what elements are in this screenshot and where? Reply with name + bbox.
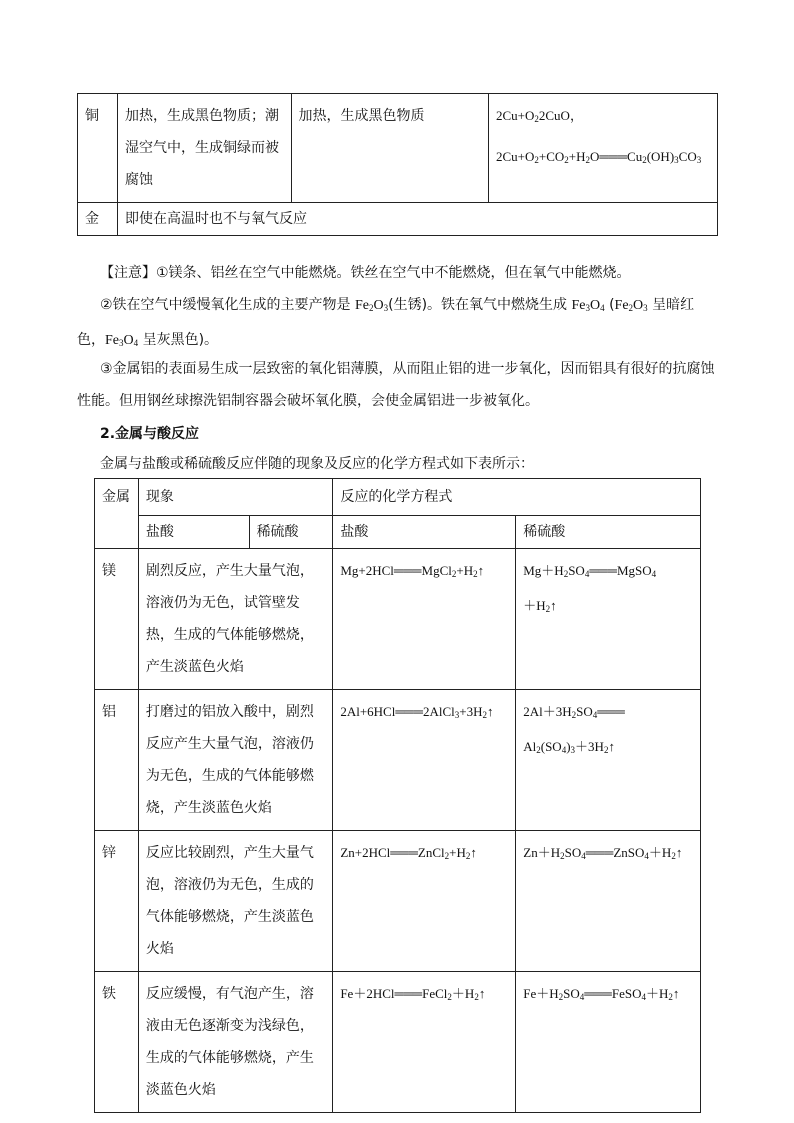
metal-cell: 锌 xyxy=(95,831,139,972)
heated-cell: 加热，生成黑色物质 xyxy=(291,94,488,203)
table-header-row xyxy=(95,479,701,516)
h2so4-equation-cell: $Zn+H_2SO_4═══ZnSO_4+H_2↑$ xyxy=(516,831,701,972)
metal-cell: 铁 xyxy=(95,972,139,1113)
metal-cell: 金 xyxy=(78,203,118,236)
metal-cell: 镁 xyxy=(95,549,139,690)
header-h2so4-eq: 稀硫酸 xyxy=(516,516,701,549)
equation-cell xyxy=(489,94,718,203)
table-header-row xyxy=(95,516,701,549)
phenomenon-cell: 打磨过的铝放入酸中，剧烈反应产生大量气泡，溶液仍为无色，生成的气体能够燃烧，产生淡蓝色火焰 xyxy=(138,690,332,831)
section-heading: 2.金属与酸反应 xyxy=(100,426,200,442)
header-h2so4: 稀硫酸 xyxy=(249,516,333,549)
note-line-2: ②铁在空气中缓慢氧化生成的主要产物是 $Fe_2O_3$(生锈)。铁在氧气中燃烧生成 $Fe_3O_4$ ($Fe_2O_3$ 呈暗红色，$Fe_3O_4$ 呈灰黑色)。 xyxy=(77,297,695,348)
table-row xyxy=(95,549,701,690)
h2so4-equation-cell: $Mg+H_2SO_4═══MgSO_4$ $+H_2↑$ xyxy=(516,549,701,690)
table-row xyxy=(78,94,718,203)
hcl-equation-cell: $Mg+2HCl═══MgCl_2+H_2↑$ xyxy=(333,549,516,690)
phenomenon-cell: 反应缓慢，有气泡产生，溶液由无色逐渐变为浅绿色，生成的气体能够燃烧，产生淡蓝色火焰 xyxy=(138,972,332,1113)
note-line-3: ③金属铝的表面易生成一层致密的氧化铝薄膜，从而阻止铝的进一步氧化，因而铝具有很好的抗腐蚀性能。但用钢丝球擦洗铝制容器会破坏氧化膜，会使金属铝进一步被氧化。 xyxy=(77,361,715,409)
oxygen-reaction-table xyxy=(77,93,718,236)
section-intro: 金属与盐酸或稀硫酸反应伴随的现象及反应的化学方程式如下表所示： xyxy=(100,456,534,472)
header-equation: 反应的化学方程式 xyxy=(333,479,701,516)
description-cell: 即使在高温时也不与氧气反应 xyxy=(117,203,717,236)
phenomenon-cell: 反应比较剧烈，产生大量气泡，溶液仍为无色，生成的气体能够燃烧，产生淡蓝色火焰 xyxy=(138,831,332,972)
room-temp-cell: 加热，生成黑色物质；潮湿空气中，生成铜绿而被腐蚀 xyxy=(117,94,291,203)
equation-line: $2Cu+O_22CuO$， xyxy=(496,108,583,124)
hcl-equation-cell: $Zn+2HCl═══ZnCl_2+H_2↑$ xyxy=(333,831,516,972)
metal-cell: 铜 xyxy=(78,94,118,203)
hcl-equation-cell: $2Al+6HCl═══2AlCl_3+3H_2↑$ xyxy=(333,690,516,831)
h2so4-equation-cell: $2Al+3H_2SO_4═══$ $Al_2(SO_4)_3+3H_2↑$ xyxy=(516,690,701,831)
table-row xyxy=(95,831,701,972)
table-row xyxy=(95,690,701,831)
note-line-1: 【注意】①镁条、铝丝在空气中能燃烧。铁丝在空气中不能燃烧，但在氧气中能燃烧。 xyxy=(100,265,631,281)
equation-line: $2Cu+O_2+CO_2+H_2O═══Cu_2(OH)_3CO_3$ xyxy=(496,149,702,165)
acid-reaction-table xyxy=(94,478,701,1113)
header-hcl-eq: 盐酸 xyxy=(333,516,516,549)
hcl-equation-cell: $Fe+2HCl═══FeCl_2+H_2↑$ xyxy=(333,972,516,1113)
h2so4-equation-cell: $Fe+H_2SO_4═══FeSO_4+H_2↑$ xyxy=(516,972,701,1113)
metal-cell: 铝 xyxy=(95,690,139,831)
table-row xyxy=(95,972,701,1113)
phenomenon-cell: 剧烈反应，产生大量气泡，溶液仍为无色，试管壁发热，生成的气体能够燃烧，产生淡蓝色火焰 xyxy=(138,549,332,690)
header-phenomenon: 现象 xyxy=(138,479,332,516)
header-hcl: 盐酸 xyxy=(138,516,249,549)
table-row xyxy=(78,203,718,236)
header-metal: 金属 xyxy=(95,479,139,549)
